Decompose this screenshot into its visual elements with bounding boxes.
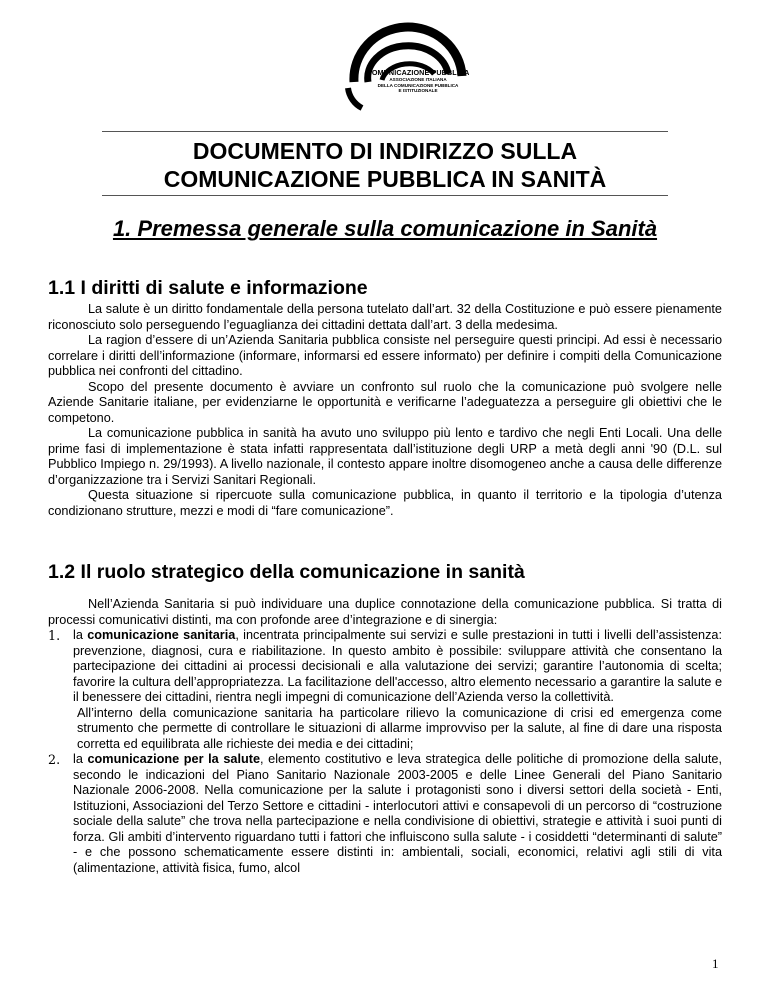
title-top-rule [102, 131, 668, 132]
section-1-heading: 1. Premessa generale sulla comunicazione in Sanità [112, 216, 658, 241]
list-number: 2. [48, 752, 61, 767]
list-item-text: , incentrata principalmente sui servizi e sulle prestazioni in tutti i livelli dell’assistenza: prevenzione, diagnosi, cura e riabilitazione. In questo ambito è possibile: sviluppare attività che consentano la partecipazione dei cittadini ai processi decisionali e alla valutazione dei servizi; garantire l’autonomia di scelta; favorire la cultura dell’appropriatezza. La facilitazione dell'accesso, altro elemento necessario a garantire la salute e il benessere dei cittadini, rientra negli impegni di comunicazione dell’Azienda verso la collettività. [73, 628, 723, 704]
logo-subtitle-line: DELLA COMUNICAZIONE PUBBLICA [377, 82, 459, 88]
numbered-list [48, 628, 722, 876]
paragraph: La salute è un diritto fondamentale della persona tutelato dall’art. 32 della Costituzione e può essere pienamente riconosciuto solo perseguendo l’eguaglianza dei cittadini dettata dall’art. 3 della medesima. [48, 302, 722, 332]
document-title [102, 137, 668, 193]
document-title-line-2: COMUNICAZIONE PUBBLICA IN SANITÀ [163, 166, 607, 192]
paragraph: Questa situazione si ripercuote sulla comunicazione pubblica, in quanto il territorio e la tipologia d’utenza condizionano strutture, mezzi e modi di “fare comunicazione”. [48, 488, 722, 518]
paragraph: La comunicazione pubblica in sanità ha avuto uno sviluppo più lento e tardivo che negli Enti Locali. Una delle prime fasi di implementazione è stata infatti rappresentata dall’istituzione degli URP a metà degli anni '90 (D.L. sul Pubblico Impiego n. 29/1993). A livello nazionale, il contesto appare inoltre disomogeneo anche a causa delle differenze d’organizzazione tra i Servizi Sanitari Regionali. [48, 426, 722, 487]
document-title-line-1: DOCUMENTO DI INDIRIZZO SULLA [192, 138, 578, 164]
section-1-1-body [48, 302, 722, 519]
logo-subtitle-line: ASSOCIAZIONE ITALIANA [389, 77, 447, 82]
page-number: 1 [712, 956, 719, 971]
logo [338, 22, 478, 112]
list-item-subparagraph: All’interno della comunicazione sanitaria ha particolare rilievo la comunicazione di crisi ed emergenza come strumento che permette di controllare le situazioni di allarme improvviso per la salute, al fine di dare una risposta corretta ed equilibrata alle richieste dei media e dei cittadini; [77, 705, 722, 751]
list-item [48, 752, 722, 876]
paragraph: La ragion d’essere di un’Azienda Sanitaria pubblica consiste nel perseguire questi principi. Ad essi è necessario correlare i diritti dell’informazione (informare, informarsi ed essere informato) per definire i compiti della Comunicazione pubblica nei confronti del cittadino. [48, 333, 722, 378]
logo-name: COMUNICAZIONE PUBBLICA [366, 68, 470, 77]
section-1-1-heading: 1.1 I diritti di salute e informazione [48, 277, 368, 299]
paragraph: Scopo del presente documento è avviare un confronto sul ruolo che la comunicazione può svolgere nelle Aziende Sanitarie italiane, per evidenziarne le opportunità e verificarne l’adeguatezza a perseguire gli obiettivi che le competono. [48, 379, 722, 425]
title-bottom-rule [102, 195, 668, 196]
list-item-term: comunicazione per la salute [87, 752, 260, 766]
list-item-term: comunicazione sanitaria [87, 628, 236, 642]
paragraph: Nell’Azienda Sanitaria si può individuare una duplice connotazione della comunicazione pubblica. Si tratta di processi comunicativi distinti, ma con profonde aree d’integrazione e di sinergia: [48, 597, 722, 627]
arc-logo-icon [338, 22, 478, 112]
list-item-lead: la [73, 628, 88, 642]
list-number: 1. [48, 628, 61, 643]
list-item [48, 628, 722, 752]
list-item-lead: la [73, 752, 88, 766]
list-item-text: , elemento costitutivo e leva strategica delle politiche di promozione della salute, secondo le indicazioni del Piano Sanitario Nazionale 2003-2005 e delle Linee Generali del Piano Sanitario Nazionale 2006-2008. Nella comunicazione per la salute i protagonisti sono i diversi settori della società - Enti, Istituzioni, Associazioni del Terzo Settore e cittadini - interlocutori attivi e consapevoli di un percorso di “costruzione sociale della salute” che trova nella partecipazione e nella condivisione di obiettivi, strategie e attività i suoi punti di forza. Gli ambiti d’intervento riguardano tutti i fattori che influiscono sulla salute - i cosiddetti “determinanti di salute” - e che possono schematicamente essere distinti in: ambientali, sociali, economici, relativi agli stili di vita (alimentazione, attività fisica, fumo, alcol [73, 752, 722, 875]
logo-subtitle-line: E ISTITUZIONALE [398, 88, 438, 93]
section-1-2-heading: 1.2 Il ruolo strategico della comunicazione in sanità [48, 561, 525, 583]
section-1-2-body [48, 597, 722, 876]
